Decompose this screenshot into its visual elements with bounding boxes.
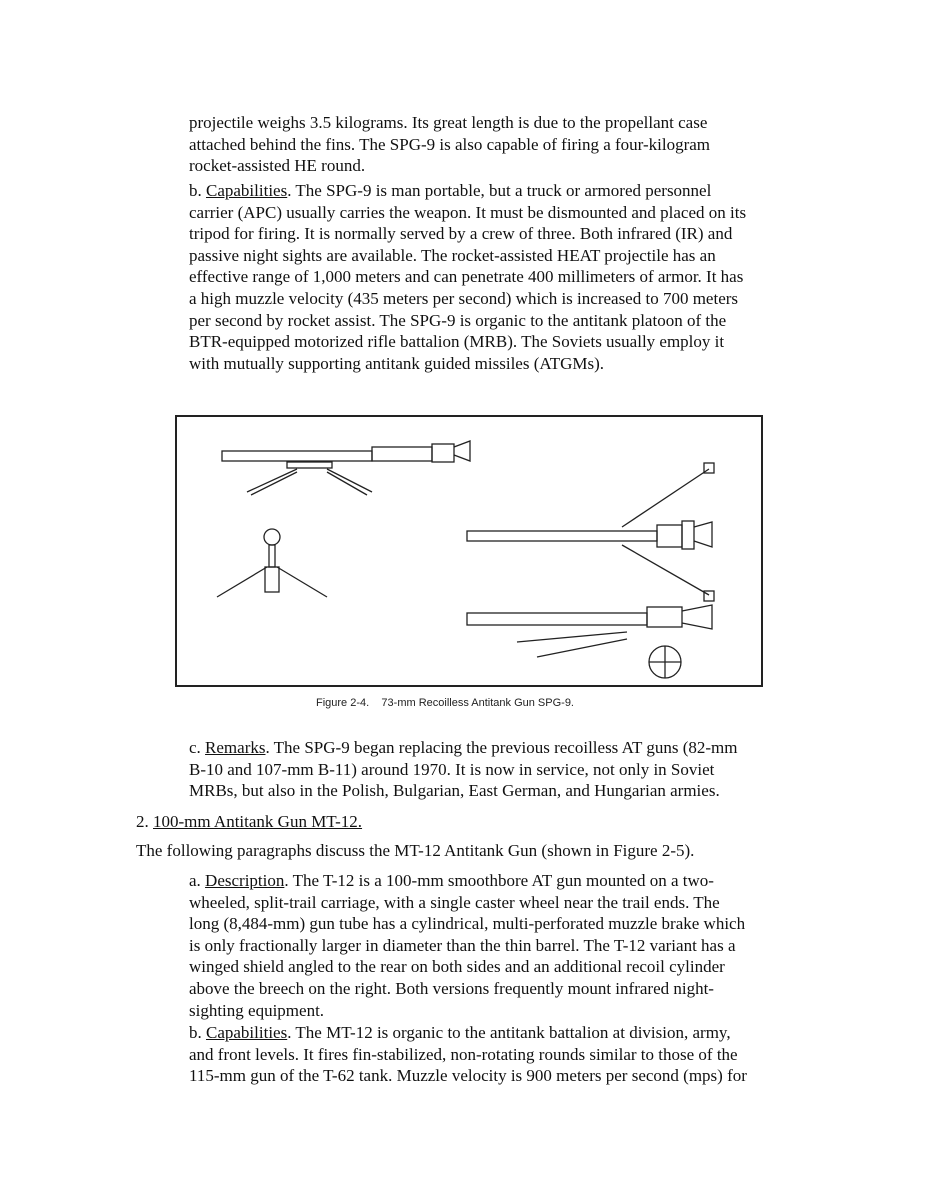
para-label: b.	[189, 1023, 206, 1042]
text-line: . The T-12 is a 100-mm smoothbore AT gun mounted on a two-	[284, 871, 714, 890]
gun-front-view-tripod	[217, 529, 327, 597]
paragraph-projectile	[189, 112, 809, 177]
text-line: and front levels. It fires fin-stabilized, non-rotating rounds similar to those of the	[189, 1044, 738, 1064]
text-line: effective range of 1,000 meters and can penetrate 400 millimeters of armor. It has	[189, 267, 744, 287]
para-heading: Capabilities	[206, 181, 288, 200]
text-line: passive night sights are available. The rocket-assisted HEAT projectile has an	[189, 245, 716, 265]
text-line: carrier (APC) usually carries the weapon. It must be dismounted and placed on its	[189, 202, 747, 222]
text-line: tripod for firing. It is normally served by a crew of three. Both infrared (IR) and	[189, 224, 733, 244]
text-line: wheeled, split-trail carriage, with a single caster wheel near the trail ends. The	[189, 892, 720, 912]
para-label: c.	[189, 738, 206, 757]
text-line: BTR-equipped motorized rifle battalion (MRB). The Soviets usually employ it	[189, 332, 725, 352]
text-line: long (8,484-mm) gun tube has a cylindrical, multi-perforated muzzle brake which	[189, 914, 746, 934]
para-heading: Capabilities	[206, 1023, 288, 1042]
intro-sentence	[136, 840, 836, 862]
paragraph-description	[189, 870, 809, 1021]
figure-spg9-drawing	[175, 415, 763, 687]
para-label: a.	[189, 871, 206, 890]
text-line: is only fractionally larger in diameter than the thin barrel. The T-12 variant has a	[189, 935, 736, 955]
section-heading	[136, 811, 756, 833]
text-line: above the breech on the right. Both versions frequently mount infrared night-	[189, 978, 714, 998]
text-line: . The SPG-9 is man portable, but a truck or armored personnel	[287, 181, 712, 200]
text-line: 115-mm gun of the T-62 tank. Muzzle velocity is 900 meters per second (mps) for	[189, 1066, 747, 1086]
text-line: . The SPG-9 began replacing the previous recoilless AT guns (82-mm	[265, 738, 738, 757]
text-line: rocket-assisted HE round.	[189, 156, 366, 176]
text-line: MRBs, but also in the Polish, Bulgarian, East German, and Hungarian armies.	[189, 781, 720, 801]
text-line: with mutually supporting antitank guided missiles (ATGMs).	[189, 353, 605, 373]
gun-top-view	[467, 463, 714, 601]
text-line: . The MT-12 is organic to the antitank battalion at division, army,	[287, 1023, 731, 1042]
para-heading: Remarks	[205, 738, 266, 757]
text-line: sighting equipment.	[189, 1000, 325, 1020]
paragraph-mt12-capabilities	[189, 1022, 809, 1087]
para-label: b.	[189, 181, 206, 200]
gun-side-view-tripod	[222, 441, 470, 495]
text-line: projectile weighs 3.5 kilograms. Its great length is due to the propellant case	[189, 113, 708, 132]
gun-side-view-wheeled	[467, 605, 712, 678]
paragraph-spg9-capabilities	[189, 180, 809, 374]
text-line: per second by rocket assist. The SPG-9 is organic to the antitank platoon of the	[189, 310, 727, 330]
figure-caption: Figure 2-4. 73-mm Recoilless Antitank Gun SPG-9.	[316, 697, 574, 709]
text-line: The following paragraphs discuss the MT-12 Antitank Gun (shown in Figure 2-5).	[136, 841, 695, 860]
text-line: winged shield angled to the rear on both sides and an additional recoil cylinder	[189, 957, 725, 977]
section-title: 100-mm Antitank Gun MT-12.	[153, 812, 363, 831]
text-line: attached behind the fins. The SPG-9 is also capable of firing a four-kilogram	[189, 134, 711, 154]
text-line: a high muzzle velocity (435 meters per second) which is increased to 700 meters	[189, 288, 739, 308]
section-number: 2.	[136, 812, 153, 831]
text-line: B-10 and 107-mm B-11) around 1970. It is now in service, not only in Soviet	[189, 759, 715, 779]
paragraph-remarks	[189, 737, 809, 802]
para-heading: Description	[205, 871, 285, 890]
